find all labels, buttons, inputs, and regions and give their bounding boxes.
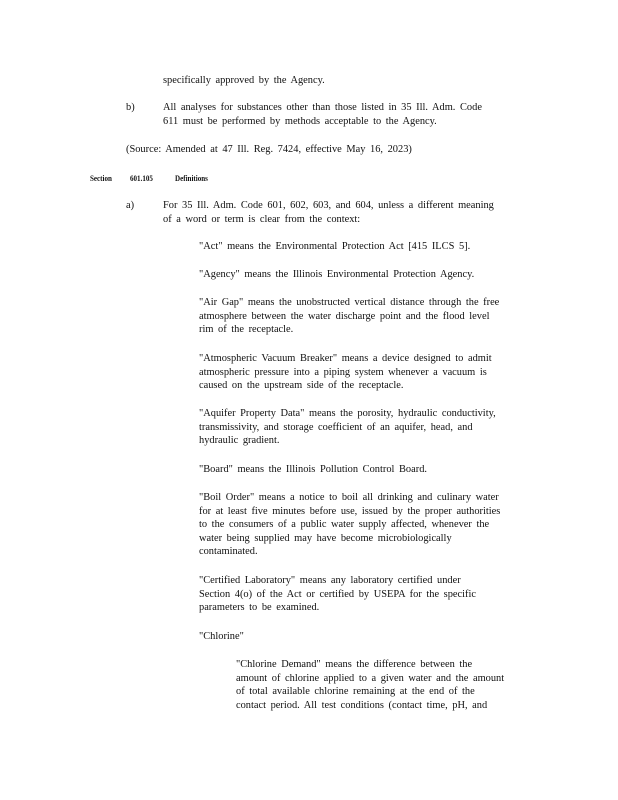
definition-line: "Act" means the Environmental Protection Act [415 ILCS 5].	[199, 241, 471, 252]
continuation-line: specifically approved by the Agency.	[163, 75, 325, 86]
definition-line: "Agency" means the Illinois Environmental Protection Agency.	[199, 269, 475, 280]
item-a-line: For 35 Ill. Adm. Code 601, 602, 603, and 604, unless a different meaning	[163, 200, 494, 211]
item-a-line: of a word or term is clear from the context:	[163, 213, 361, 225]
definition-line: "Air Gap" means the unobstructed vertical distance through the free	[199, 297, 500, 308]
item-b-text	[163, 101, 482, 128]
definition-line: for at least five minutes before use, issued by the proper authorities	[199, 505, 501, 517]
definition-line: amount of chlorine applied to a given water and the amount	[236, 672, 505, 684]
definition-line: transmissivity, and storage coefficient of an aquifer, head, and	[199, 421, 473, 433]
section-title: Definitions	[175, 173, 208, 183]
item-a-text	[163, 199, 494, 226]
definition-line: contaminated.	[199, 546, 258, 558]
definition-line: atmosphere between the water discharge point and the flood level	[199, 310, 490, 322]
item-b-line: 611 must be performed by methods acceptable to the Agency.	[163, 115, 437, 127]
item-b-line: All analyses for substances other than those listed in 35 Ill. Adm. Code	[163, 102, 482, 113]
definition-chlorine	[199, 630, 244, 644]
definition-line: rim of the receptacle.	[199, 324, 294, 336]
definition-line: caused on the upstream side of the receptacle.	[199, 380, 404, 392]
definition-boil-order	[199, 491, 500, 559]
section-number: 601.105	[130, 173, 153, 183]
definition-certified-laboratory	[199, 574, 476, 615]
definition-air-gap	[199, 296, 499, 337]
section-word: Section	[90, 173, 112, 183]
item-a-label: a)	[126, 200, 135, 211]
definition-board	[199, 463, 427, 477]
definition-line: Section 4(o) of the Act or certified by USEPA for the specific	[199, 588, 476, 600]
definition-line: "Chlorine Demand" means the difference between the	[236, 659, 473, 670]
definition-line: to the consumers of a public water supply affected, whenever the	[199, 519, 490, 531]
source-note: (Source: Amended at 47 Ill. Reg. 7424, effective May 16, 2023)	[126, 144, 412, 155]
item-b-label: b)	[126, 102, 135, 113]
definition-aquifer-property-data	[199, 407, 496, 448]
definition-line: water being supplied may have become microbiologically	[199, 532, 452, 544]
definition-atmospheric-vacuum-breaker	[199, 352, 492, 393]
definition-line: "Certified Laboratory" means any laboratory certified under	[199, 575, 461, 586]
definition-line: "Boil Order" means a notice to boil all drinking and culinary water	[199, 492, 499, 503]
definition-line: contact period. All test conditions (contact time, pH, and	[236, 699, 488, 711]
definition-line: hydraulic gradient.	[199, 435, 280, 447]
definition-act	[199, 240, 470, 254]
definition-line: parameters to be examined.	[199, 602, 320, 614]
definition-line: of total available chlorine remaining at the end of the	[236, 686, 475, 698]
definition-line: "Chlorine"	[199, 631, 244, 642]
definition-line: "Board" means the Illinois Pollution Control Board.	[199, 464, 427, 475]
definition-line: "Aquifer Property Data" means the porosity, hydraulic conductivity,	[199, 408, 496, 419]
definition-line: "Atmospheric Vacuum Breaker" means a device designed to admit	[199, 353, 492, 364]
definition-chlorine-demand	[236, 658, 504, 712]
definition-line: atmospheric pressure into a piping system whenever a vacuum is	[199, 366, 487, 378]
definition-agency	[199, 268, 474, 282]
